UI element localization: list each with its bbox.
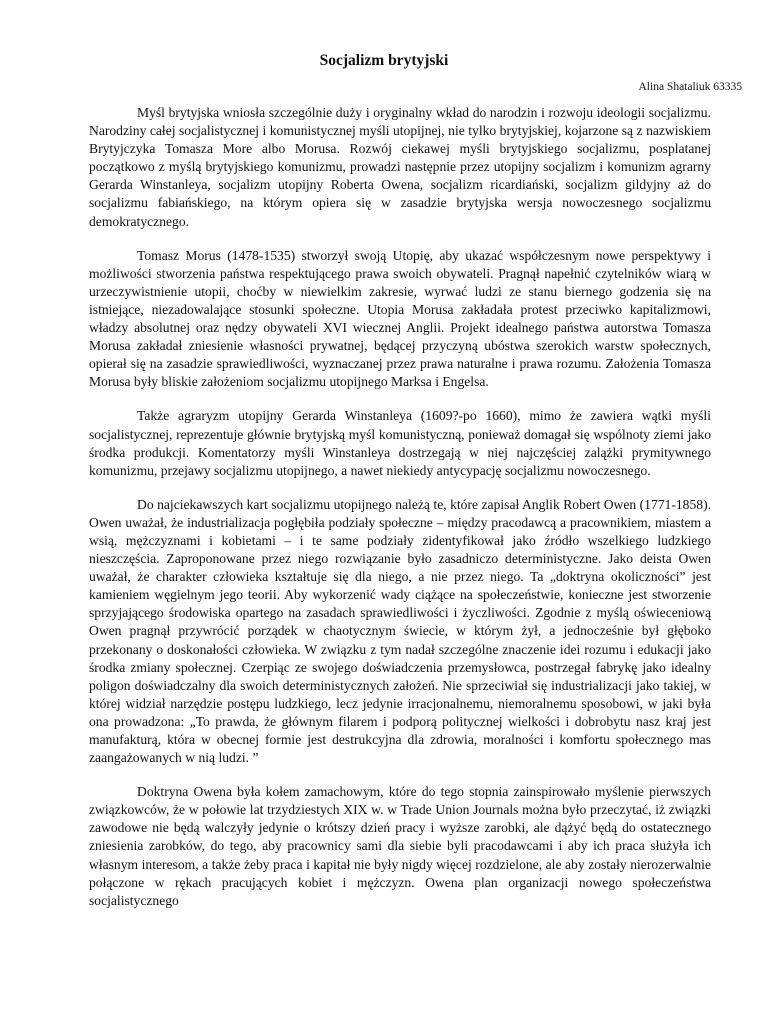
author-line: Alina Shataliuk 63335	[638, 81, 742, 93]
paragraph-5: Doktryna Owena była kołem zamachowym, które do tego stopnia zainspirowało myślenie pierwszych związkowców, że w połowie lat trzydziestych XIX w. w Trade Union Journals można było przeczytać, iż związki zawodowe nie będą walczyły jedynie o krótszy dzień pracy i wyższe zarobki, ale dążyć będą do ostatecznego zniesienia zarobków, do tego, aby pracownicy sami dla siebie byli pracodawcami i aby ich praca służyła ich własnym interesom, a także żeby praca i kapitał nie były nigdy więcej rozdzielone, ale aby zostały nierozerwalnie połączone w rękach pracujących kobiet i mężczyzn. Owena plan organizacji nowego społeczeństwa socjalistycznego	[89, 784, 711, 908]
document-title: Socjalizm brytyjski	[319, 52, 449, 69]
paragraph-2: Tomasz Morus (1478-1535) stworzył swoją Utopię, aby ukazać współczesnym nowe perspektywy i możliwości stworzenia państwa respektującego prawa swoich obywateli. Pragnął napełnić czytelników wiarą w urzeczywistnienie utopii, choćby w niewielkim zakresie, wyrwać ludzi ze stanu biernego godzenia się na istniejące, niezadowalające stosunki społeczne. Utopia Morusa zakładała protest przeciwko kapitalizmowi, władzy absolutnej oraz nędzy obywateli XVI wiecznej Anglii. Projekt idealnego państwa autorstwa Tomasza Morusa zakładał zniesienie własności prywatnej, będącej przyczyną ubóstwa szerokich warstw społecznych, opierał się na zasadzie sprawiedliwości, wyznaczanej przez prawa naturalne i prawa rozumu. Założenia Tomasza Morusa były bliskie założeniom socjalizmu utopijnego Marksa i Engelsa.	[89, 247, 711, 390]
paragraph-1: Myśl brytyjska wniosła szczególnie duży i oryginalny wkład do narodzin i rozwoju ideologii socjalizmu. Narodziny całej socjalistycznej i komunistycznej myśli utopijnej, nie tylko brytyjskiej, kojarzone są z nazwiskiem Brytyjczyka Tomasza More albo Morusa. Rozwój ciekawej myśli brytyjskiego socjalizmu, posplatanej początkowo z myślą brytyjskiego komunizmu, prowadzi następnie przez utopijny socjalizm i komunizm agrarny Gerarda Winstanleya, socjalizm utopijny Roberta Owena, socjalizm ricardiański, socjalizm gildyjny aż do socjalizmu fabiańskiego, na którym opiera się w zasadzie brytyjska wersja nowoczesnego socjalizmu demokratycznego.	[89, 105, 711, 229]
paragraph-3: Także agraryzm utopijny Gerarda Winstanleya (1609?-po 1660), mimo że zawiera wątki myśli socjalistycznej, reprezentuje głównie brytyjską myśl komunistyczną, ponieważ domagał się wspólnoty ziemi jako środka produkcji. Komentatorzy myśli Winstanleya dostrzegają w niej najczęściej zalążki prymitywnego komunizmu, przejawy socjalizmu utopijnego, a nawet niekiedy antycypację socjalizmu nowoczesnego.	[89, 408, 711, 478]
paragraph-4: Do najciekawszych kart socjalizmu utopijnego należą te, które zapisał Anglik Robert Owen (1771-1858). Owen uważał, że industrializacja pogłębiła podziały społeczne – między pracodawcą a pracownikiem, miastem a wsią, mężczyznami i kobietami – i te same podziały zidentyfikował jako źródło wszelkiego ludzkiego nieszczęścia. Zaproponowane przez niego rozwiązanie było zasadniczo deterministyczne. Jako deista Owen uważał, że charakter człowieka kształtuje się dla niego, a nie przez niego. Ta „doktryna okoliczności” jest kamieniem węgielnym jego teorii. Aby wykorzenić wady ciążące na społeczeństwie, konieczne jest stworzenie sprzyjającego środowiska opartego na zasadach sprawiedliwości i życzliwości. Zgodnie z myślą oświeceniową Owen pragnął przywrócić porządek w chaotycznym świecie, w którym żył, a jednocześnie był głęboko przekonany o doskonałości człowieka. W związku z tym nadał szczególne znaczenie idei rozumu i edukacji jako środka zmiany społecznej. Czerpiąc ze swojego doświadczenia przemysłowca, postrzegał fabrykę jako idealny poligon doświadczalny dla swoich deterministycznych założeń. Nie sprzeciwiał się industrializacji jako takiej, w której widział narzędzie postępu ludzkiego, lecz jedynie irracjonalnemu, niemoralnemu sposobowi, w jaki była ona prowadzona: „To prawda, że głównym filarem i podporą politycznej wielkości i dobrobytu nasz kraj jest manufakturą, która w obecnej formie jest destrukcyjna dla zdrowia, moralności i komfortu społecznego mas zaangażowanych w nią ludzi. ”	[89, 496, 711, 766]
document-body	[89, 104, 711, 926]
